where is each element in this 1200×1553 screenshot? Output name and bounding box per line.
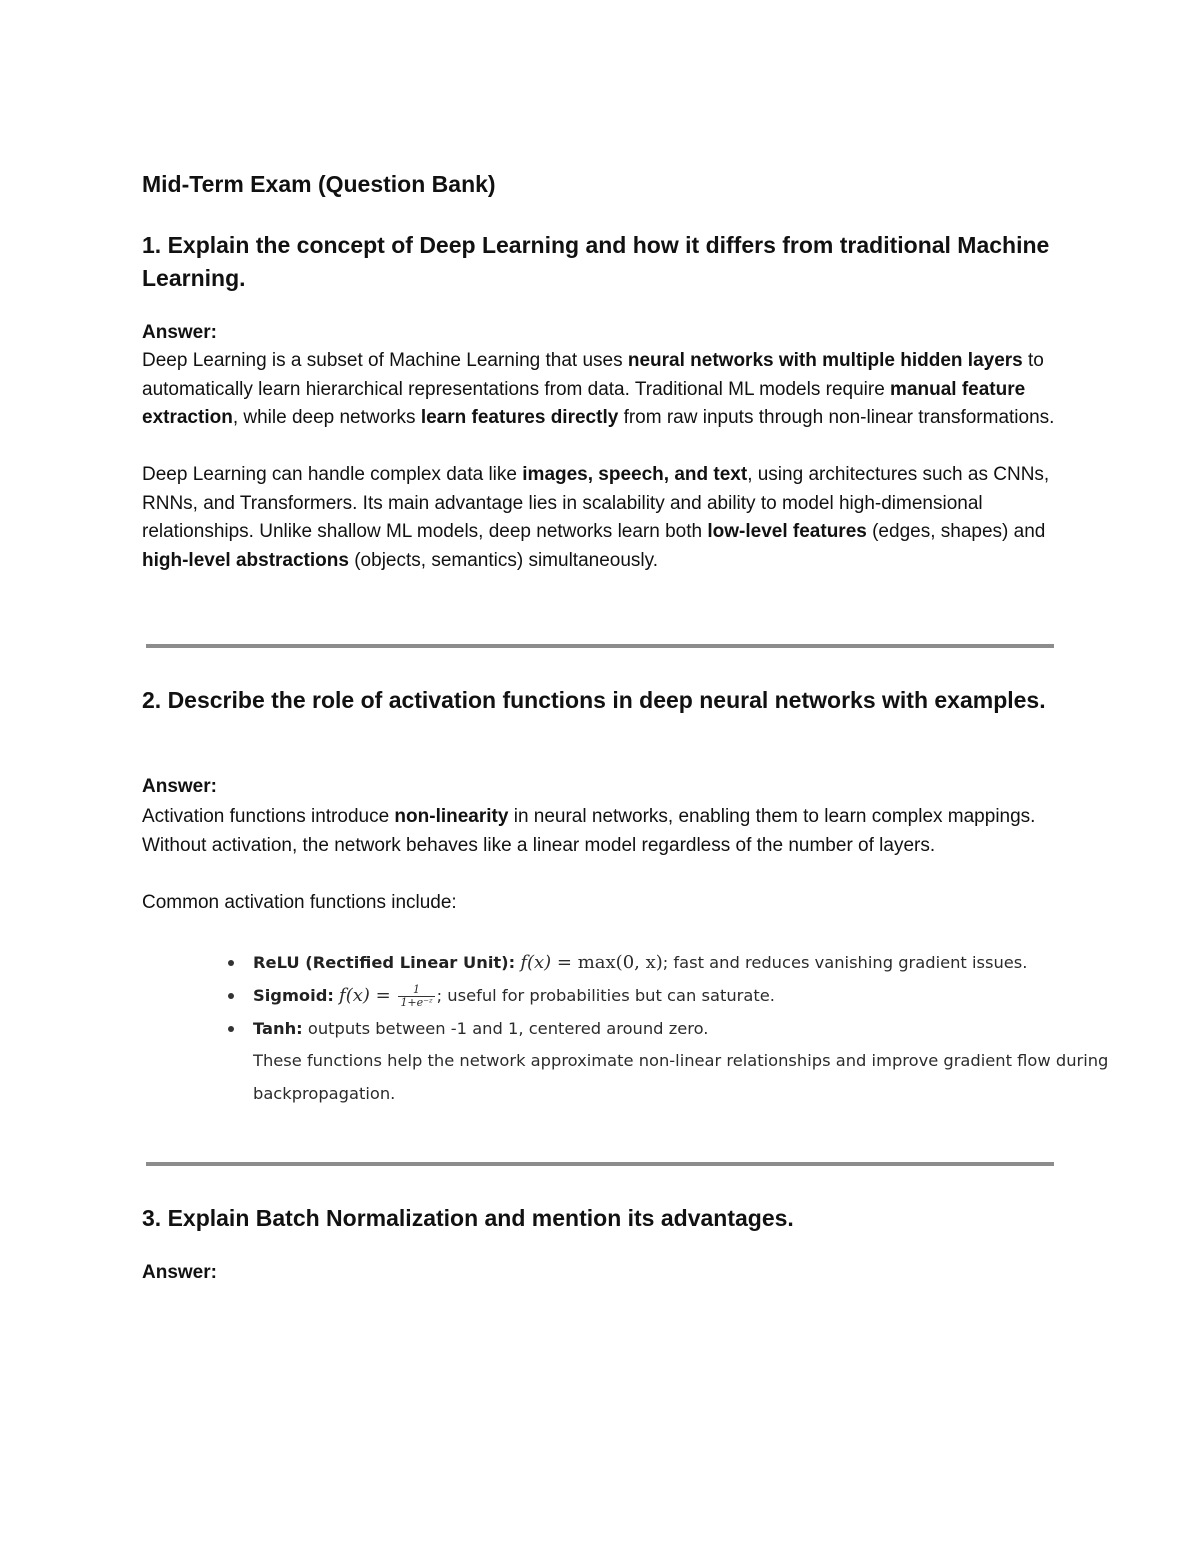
list-item-relu: ReLU (Rectified Linear Unit): f(x) = max(0, x); fast and reduces vanishing gradient issues. <box>226 946 1106 979</box>
sigmoid-fraction: $\frac{1}{\text{1+e⁻ᶻ}}$ <box>400 982 433 1009</box>
activation-functions-note: These functions help the network approximate non-linear relationships and improve gradient flow during backpropagation. <box>253 1051 1109 1103</box>
question-3-answer-label: Answer: <box>142 1262 217 1283</box>
question-1-answer-paragraph-2: Deep Learning can handle complex data like images, speech, and text, using architectures such as CNNs, RNNs, and Transformers. Its main advantage lies in scalability and ability to model high-dimensional relationships. Unlike shallow ML models, deep networks learn both low-level features (edges, shapes) and high-level abstractions (objects, semantics) simultaneously. <box>142 464 1050 571</box>
activation-functions-list <box>226 946 1106 1045</box>
relu-formula: f(x) = max(0, x) <box>520 952 663 973</box>
sigmoid-formula: f(x) = $\frac{1}{\text{1+e⁻ᶻ}}$ <box>339 982 433 1009</box>
document-title: Mid-Term Exam (Question Bank) <box>142 171 496 197</box>
section-divider <box>146 644 1054 648</box>
question-2-answer-label: Answer: <box>142 776 217 797</box>
section-divider <box>146 1162 1054 1166</box>
question-1-answer-paragraph-1: Deep Learning is a subset of Machine Learning that uses neural networks with multiple hidden layers to automatically learn hierarchical representations from data. Traditional ML models require manual feature extraction, while deep networks learn features directly from raw inputs through non-linear transformations. <box>142 350 1055 429</box>
list-item-sigmoid: Sigmoid: f(x) = $\frac{1}{\text{1+e⁻ᶻ}}$ ; useful for probabilities but can saturate. <box>226 979 1106 1012</box>
bullet-icon <box>228 960 234 966</box>
question-2-answer-paragraph-1: Activation functions introduce non-linearity in neural networks, enabling them to learn complex mappings. Without activation, the network behaves like a linear model regardless of the number of layers. <box>142 806 1036 856</box>
bullet-icon <box>228 1026 234 1032</box>
question-2-answer-paragraph-2: Common activation functions include: <box>142 892 457 913</box>
list-item-tanh: Tanh: outputs between -1 and 1, centered around zero. <box>226 1012 1106 1045</box>
question-1-heading: 1. Explain the concept of Deep Learning and how it differs from traditional Machine Learning. <box>142 232 1050 291</box>
question-3-heading: 3. Explain Batch Normalization and mention its advantages. <box>142 1205 794 1231</box>
bullet-icon <box>228 993 234 999</box>
question-1-answer-label: Answer: <box>142 322 217 343</box>
question-2-heading: 2. Describe the role of activation functions in deep neural networks with examples. <box>142 687 1046 713</box>
